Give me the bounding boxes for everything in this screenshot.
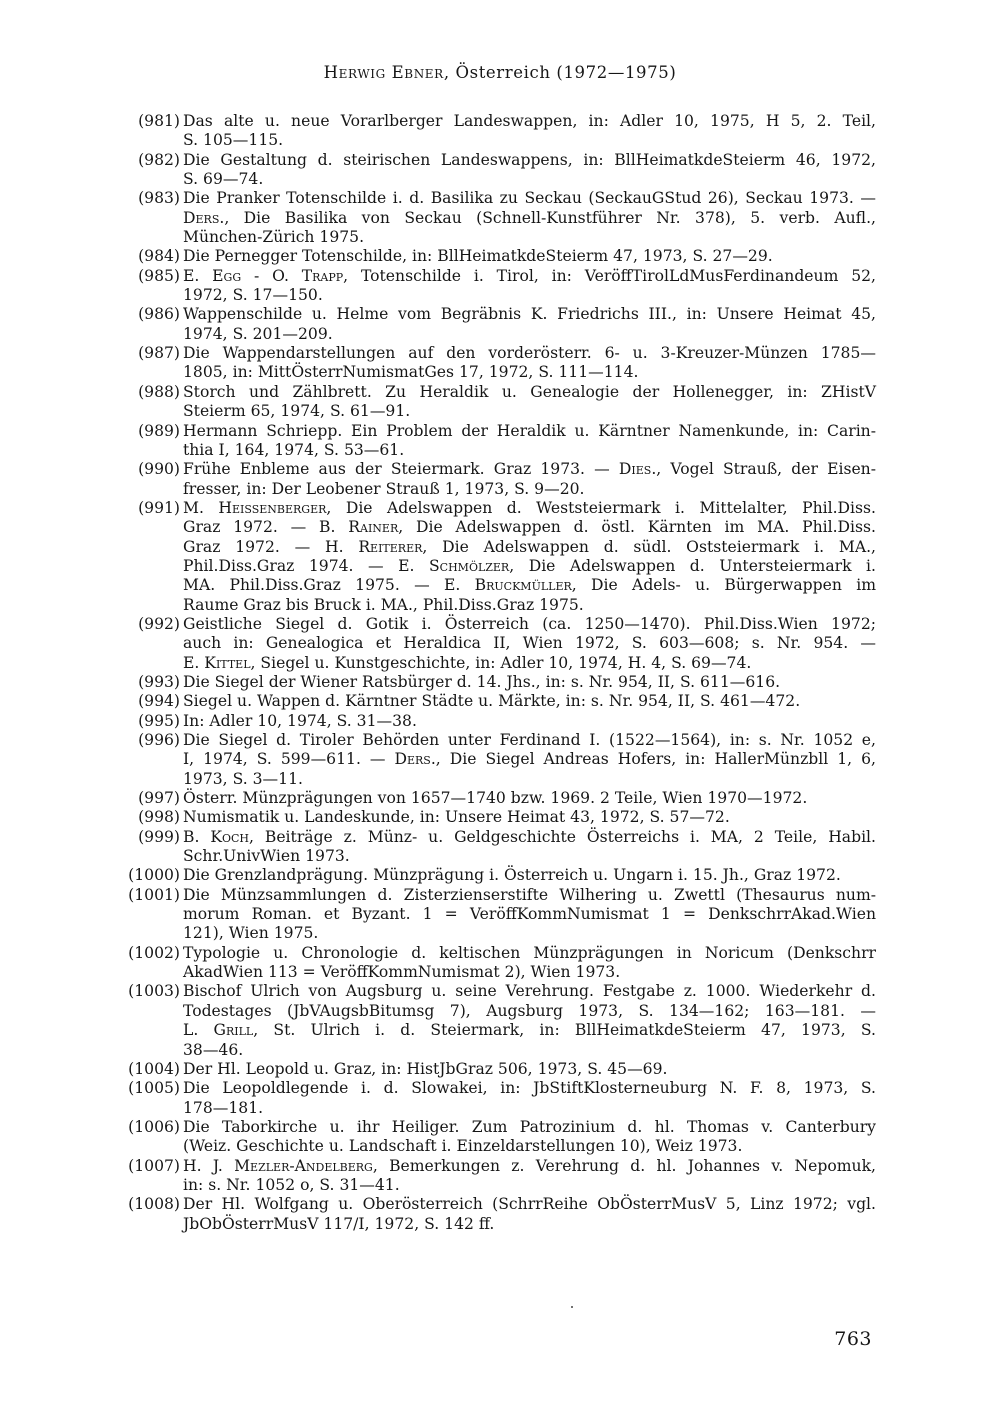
entry-number: (982) xyxy=(138,150,180,169)
bibliography-entry xyxy=(120,1195,876,1234)
author-name: Reiterer xyxy=(358,537,423,556)
entry-number: (984) xyxy=(138,247,180,266)
entry-text-segment: morum Roman. et Byzant. 1 = VeröffKommNumismat 1 = DenkschrrAkad.Wien xyxy=(183,905,876,924)
entry-text xyxy=(183,189,876,247)
author-name: Egg xyxy=(212,266,242,285)
author-name: Schmölzer xyxy=(428,556,510,575)
entry-text-segment: Steierm 65, 1974, S. 61—91. xyxy=(183,402,411,421)
entry-line xyxy=(183,344,876,363)
entry-text-segment: AkadWien 113 = VeröffKommNumismat 2), Wien 1973. xyxy=(183,963,621,982)
entry-number: (1008) xyxy=(128,1195,180,1214)
entry-line xyxy=(183,808,876,827)
entry-line xyxy=(183,131,876,150)
entry-text-segment: , Die Basilika von Seckau (Schnell-Kunstführer Nr. 378), 5. verb. Aufl., xyxy=(224,208,876,227)
entry-text xyxy=(183,712,876,731)
entry-number: (999) xyxy=(138,827,180,846)
entry-line xyxy=(183,286,876,305)
bibliography-entry xyxy=(120,1157,876,1196)
entry-text-segment: auch in: Genealogica et Heraldica II, Wien 1972, S. 603—608; s. Nr. 954. — xyxy=(183,634,876,653)
entry-line xyxy=(183,518,876,537)
entry-text-segment: , Die Adelswappen d. östl. Kärnten im MA. Phil.Diss. xyxy=(398,518,877,537)
bibliography-entry xyxy=(120,499,876,615)
entry-line xyxy=(183,1118,876,1137)
entry-number: (1002) xyxy=(128,943,180,962)
header-title: , Österreich (1972—1975) xyxy=(443,63,677,82)
entry-number: (996) xyxy=(138,731,180,749)
entry-text-segment: 178—181. xyxy=(183,1098,264,1117)
entry-line xyxy=(183,1176,876,1195)
entry-text xyxy=(183,692,876,711)
entry-text-segment: Wappenschilde u. Helme vom Begräbnis K. Friedrichs III., in: Unsere Heimat 45, xyxy=(183,305,876,324)
bibliography-entry xyxy=(120,673,876,692)
entry-line xyxy=(183,886,876,905)
entry-text xyxy=(183,886,876,944)
entry-text-segment: Die Gestaltung d. steirischen Landeswappens, in: BllHeimatkdeSteierm 46, 1972, xyxy=(183,150,876,169)
entry-line xyxy=(183,770,876,789)
bibliography-entry xyxy=(120,247,876,266)
entry-text-segment: 1972, S. 17—150. xyxy=(183,286,323,305)
entry-number: (1007) xyxy=(128,1156,180,1175)
entry-line xyxy=(183,866,876,885)
entry-number: (981) xyxy=(138,112,180,130)
entry-text-segment: Der Hl. Leopold u. Graz, in: HistJbGraz 506, 1973, S. 45—69. xyxy=(183,1059,668,1078)
entry-number: (986) xyxy=(138,305,180,324)
entry-text-segment: 1805, in: MittÖsterrNumismatGes 17, 1972, S. 111—114. xyxy=(183,363,639,382)
entry-text-segment: I, 1974, S. 599—611. — xyxy=(183,750,395,769)
author-name: Heissenberger xyxy=(218,498,327,517)
entry-text xyxy=(183,982,876,1059)
entry-text xyxy=(183,460,876,499)
entry-text-segment: fresser, in: Der Leobener Strauß 1, 1973, S. 9—20. xyxy=(183,479,585,498)
author-name: Kittel xyxy=(204,653,251,672)
entry-text-segment: 1973, S. 3—11. xyxy=(183,769,303,788)
entry-line xyxy=(183,422,876,441)
entry-line xyxy=(183,847,876,866)
entry-line xyxy=(183,363,876,382)
bibliography-entry xyxy=(120,866,876,885)
entry-number: (1003) xyxy=(128,982,180,1001)
bibliography-entry xyxy=(120,944,876,983)
entry-number: (992) xyxy=(138,614,180,633)
entry-line xyxy=(183,634,876,653)
entry-number: (988) xyxy=(138,382,180,401)
bibliography-entry xyxy=(120,615,876,673)
entry-text-segment: , Die Adels- u. Bürgerwappen im xyxy=(571,576,876,595)
entry-text-segment: S. 105—115. xyxy=(183,131,284,150)
entry-text xyxy=(183,1079,876,1118)
entry-text-segment: , Die Adelswappen d. südl. Oststeiermark i. MA., xyxy=(422,537,877,556)
entry-line xyxy=(183,402,876,421)
entry-line xyxy=(183,1195,876,1214)
entry-line xyxy=(183,267,876,286)
entry-text-segment: H. J. xyxy=(183,1156,235,1175)
entry-number: (994) xyxy=(138,692,180,711)
entry-line xyxy=(183,963,876,982)
stray-mark xyxy=(571,1306,573,1308)
entry-line xyxy=(183,828,876,847)
entry-text xyxy=(183,808,876,827)
bibliography-entry xyxy=(120,731,876,789)
entry-text xyxy=(183,112,876,151)
entry-text-segment: , Die Siegel Andreas Hofers, in: HallerMünzbll 1, 6, xyxy=(435,750,876,769)
entry-text-segment: in: s. Nr. 1052 o, S. 31—41. xyxy=(183,1175,400,1194)
entry-line xyxy=(183,1041,876,1060)
author-name: Ders. xyxy=(394,750,436,769)
entry-line xyxy=(183,692,876,711)
bibliography-entry xyxy=(120,383,876,422)
entry-text-segment: Die Leopoldlegende i. d. Slowakei, in: JbStiftKlosterneuburg N. F. 8, 1973, S. xyxy=(183,1079,876,1098)
entry-line xyxy=(183,557,876,576)
entry-text-segment: 121), Wien 1975. xyxy=(183,924,319,943)
entry-line xyxy=(183,170,876,189)
entry-line xyxy=(183,247,876,266)
author-name: Trapp xyxy=(301,266,344,285)
entry-text-segment: Storch und Zählbrett. Zu Heraldik u. Genealogie der Hollenegger, in: ZHistV xyxy=(183,382,876,401)
entry-text-segment: , Totenschilde i. Tirol, in: VeröffTirolLdMusFerdinandeum 52, xyxy=(343,266,876,285)
entry-line xyxy=(183,731,876,750)
entry-text-segment: In: Adler 10, 1974, S. 31—38. xyxy=(183,711,417,730)
entry-text-segment: Die Grenzlandprägung. Münzprägung i. Österreich u. Ungarn i. 15. Jh., Graz 1972. xyxy=(183,866,841,885)
author-name: Rainer xyxy=(348,518,399,537)
entry-text-segment: München-Zürich 1975. xyxy=(183,228,365,247)
page-number: 763 xyxy=(834,1328,872,1350)
entry-number: (991) xyxy=(138,498,180,517)
entry-text xyxy=(183,267,876,306)
entry-text-segment: Todestages (JbVAugsbBitumsg 7), Augsburg 1973, S. 134—162; 163—181. — xyxy=(183,1001,876,1020)
entry-text-segment: 1974, S. 201—209. xyxy=(183,324,333,343)
entry-number: (985) xyxy=(138,266,180,285)
entry-text xyxy=(183,151,876,190)
entry-number: (1004) xyxy=(128,1059,180,1078)
entry-text xyxy=(183,1118,876,1157)
entry-line xyxy=(183,789,876,808)
entry-line xyxy=(183,305,876,324)
bibliography-entry xyxy=(120,422,876,461)
entry-number: (987) xyxy=(138,344,180,363)
entry-text-segment: Raume Graz bis Bruck i. MA., Phil.Diss.Graz 1975. xyxy=(183,595,584,614)
author-name: Ders. xyxy=(183,208,225,227)
bibliography-entry xyxy=(120,982,876,1059)
entry-text-segment: M. xyxy=(183,498,219,517)
author-name: Mezler-Andelberg xyxy=(234,1156,373,1175)
entry-text xyxy=(183,247,876,266)
entry-text-segment: Die Taborkirche u. ihr Heiliger. Zum Patrozinium d. hl. Thomas v. Canterbury xyxy=(183,1117,876,1136)
entry-line xyxy=(183,460,876,479)
entry-text-segment: L. xyxy=(183,1021,214,1040)
entry-line xyxy=(183,538,876,557)
entry-text-segment: Siegel u. Wappen d. Kärntner Städte u. Märkte, in: s. Nr. 954, II, S. 461—472. xyxy=(183,692,801,711)
entry-text-segment: , Die Adelswappen d. Weststeiermark i. Mittelalter, Phil.Diss. xyxy=(326,498,876,517)
bibliography-entry xyxy=(120,692,876,711)
bibliography-entry xyxy=(120,344,876,383)
entry-text-segment: Graz 1972. — H. xyxy=(183,537,359,556)
entry-line xyxy=(183,615,876,634)
entry-text-segment: 38—46. xyxy=(183,1040,244,1059)
entry-line xyxy=(183,112,876,131)
entry-text-segment: Hermann Schriepp. Ein Problem der Heraldik u. Kärntner Namenkunde, in: Carin- xyxy=(183,421,876,440)
bibliography-entry xyxy=(120,808,876,827)
entry-text xyxy=(183,422,876,461)
bibliography-entry xyxy=(120,789,876,808)
header-author-last: Ebner xyxy=(391,63,444,82)
entry-text-segment: S. 69—74. xyxy=(183,170,264,189)
entry-text-segment: , Bemerkungen z. Verehrung d. hl. Johannes v. Nepomuk, xyxy=(372,1156,876,1175)
bibliography-entry xyxy=(120,267,876,306)
entry-text-segment: Die Münzsammlungen d. Zisterzienserstifte Wilhering u. Zwettl (Thesaurus num- xyxy=(183,885,876,904)
entry-text-segment: , St. Ulrich i. d. Steiermark, in: BllHeimatkdeSteierm 47, 1973, S. xyxy=(253,1021,876,1040)
entry-line xyxy=(183,1060,876,1079)
bibliography-entry xyxy=(120,305,876,344)
bibliography-entry xyxy=(120,151,876,190)
entry-text xyxy=(183,866,876,885)
entry-number: (993) xyxy=(138,672,180,691)
entry-text-segment: Phil.Diss.Graz 1974. — E. xyxy=(183,556,429,575)
entry-text-segment: Das alte u. neue Vorarlberger Landeswappen, in: Adler 10, 1975, H 5, 2. Teil, xyxy=(183,112,876,130)
entry-number: (1005) xyxy=(128,1079,180,1098)
entry-line xyxy=(183,1002,876,1021)
entry-number: (1006) xyxy=(128,1117,180,1136)
bibliography-entry xyxy=(120,1079,876,1118)
bibliography-entry xyxy=(120,1060,876,1079)
bibliography-entry xyxy=(120,1118,876,1157)
entry-line xyxy=(183,441,876,460)
entry-line xyxy=(183,1215,876,1234)
running-header xyxy=(0,63,1000,82)
entry-line xyxy=(183,596,876,615)
entry-text-segment: Der Hl. Wolfgang u. Oberösterreich (SchrrReihe ObÖsterrMusV 5, Linz 1972; vgl. xyxy=(183,1195,876,1214)
bibliography-entry xyxy=(120,460,876,499)
bibliography-entry xyxy=(120,886,876,944)
entry-line xyxy=(183,944,876,963)
entry-line xyxy=(183,712,876,731)
entry-text-segment: Graz 1972. — B. xyxy=(183,518,349,537)
entry-number: (1001) xyxy=(128,885,180,904)
entry-text-segment: Frühe Enbleme aus der Steiermark. Graz 1973. — xyxy=(183,460,619,479)
entry-text-segment: Die Pernegger Totenschilde, in: BllHeimatkdeSteierm 47, 1973, S. 27—29. xyxy=(183,247,773,266)
entry-line xyxy=(183,151,876,170)
bibliography-entry xyxy=(120,189,876,247)
entry-line xyxy=(183,209,876,228)
entry-text-segment: B. xyxy=(183,827,211,846)
entry-number: (989) xyxy=(138,421,180,440)
author-name: Bruckmüller xyxy=(474,576,572,595)
entry-text-segment: E. xyxy=(183,266,213,285)
entry-text xyxy=(183,789,876,808)
entry-text-segment: - O. xyxy=(241,266,302,285)
entry-text xyxy=(183,1195,876,1234)
entry-text xyxy=(183,499,876,615)
entry-text-segment: , Siegel u. Kunstgeschichte, in: Adler 10, 1974, H. 4, S. 69—74. xyxy=(250,653,752,672)
author-name: Dies. xyxy=(618,460,657,479)
entry-line xyxy=(183,982,876,1001)
entry-number: (983) xyxy=(138,189,180,208)
header-author-first: Herwig xyxy=(323,63,386,82)
entry-line xyxy=(183,1137,876,1156)
entry-text-segment: Österr. Münzprägungen von 1657—1740 bzw. 1969. 2 Teile, Wien 1970—1972. xyxy=(183,789,808,808)
entry-text xyxy=(183,344,876,383)
entry-line xyxy=(183,499,876,518)
entry-text-segment: Die Wappendarstellungen auf den vorderösterr. 6- u. 3-Kreuzer-Münzen 1785— xyxy=(183,344,876,363)
entry-line xyxy=(183,1021,876,1040)
entry-line xyxy=(183,228,876,247)
entry-text xyxy=(183,305,876,344)
entry-number: (990) xyxy=(138,460,180,479)
entry-line xyxy=(183,189,876,208)
entry-number: (997) xyxy=(138,789,180,808)
entry-text-segment: Geistliche Siegel d. Gotik i. Österreich (ca. 1250—1470). Phil.Diss.Wien 1972; xyxy=(183,614,876,633)
entry-number: (998) xyxy=(138,808,180,827)
bibliography-list xyxy=(120,112,876,1234)
entry-line xyxy=(183,673,876,692)
entry-number: (995) xyxy=(138,711,180,730)
entry-text-segment: MA. Phil.Diss.Graz 1975. — E. xyxy=(183,576,475,595)
entry-line xyxy=(183,480,876,499)
entry-line xyxy=(183,325,876,344)
entry-text-segment: Numismatik u. Landeskunde, in: Unsere Heimat 43, 1972, S. 57—72. xyxy=(183,808,730,827)
bibliography-entry xyxy=(120,712,876,731)
entry-text-segment: thia I, 164, 1974, S. 53—61. xyxy=(183,440,405,459)
entry-text-segment: Die Siegel d. Tiroler Behörden unter Ferdinand I. (1522—1564), in: s. Nr. 1052 e, xyxy=(183,731,876,749)
entry-text xyxy=(183,615,876,673)
entry-text-segment: Schr.UnivWien 1973. xyxy=(183,847,350,866)
entry-text xyxy=(183,731,876,789)
entry-text xyxy=(183,1060,876,1079)
author-name: Koch xyxy=(210,827,250,846)
entry-text-segment: (Weiz. Geschichte u. Landschaft i. Einzeldarstellungen 10), Weiz 1973. xyxy=(183,1137,743,1156)
entry-text-segment: Die Siegel der Wiener Ratsbürger d. 14. Jhs., in: s. Nr. 954, II, S. 611—616. xyxy=(183,672,781,691)
entry-text-segment: E. xyxy=(183,653,205,672)
entry-text-segment: JbObÖsterrMusV 117/I, 1972, S. 142 ff. xyxy=(183,1214,495,1233)
entry-text-segment: , Beiträge z. Münz- u. Geldgeschichte Österreichs i. MA, 2 Teile, Habil. xyxy=(249,827,877,846)
entry-text xyxy=(183,944,876,983)
entry-text-segment: , Vogel Strauß, der Eisen- xyxy=(656,460,876,479)
entry-line xyxy=(183,1079,876,1098)
author-name: Grill xyxy=(213,1021,254,1040)
bibliography-entry xyxy=(120,112,876,151)
entry-text xyxy=(183,1157,876,1196)
entry-text xyxy=(183,828,876,867)
entry-text-segment: Bischof Ulrich von Augsburg u. seine Verehrung. Festgabe z. 1000. Wiederkehr d. xyxy=(183,982,876,1001)
entry-line xyxy=(183,750,876,769)
bibliography-entry xyxy=(120,828,876,867)
entry-line xyxy=(183,1157,876,1176)
entry-text xyxy=(183,383,876,422)
entry-text-segment: Die Pranker Totenschilde i. d. Basilika zu Seckau (SeckauGStud 26), Seckau 1973. — xyxy=(183,189,876,208)
entry-line xyxy=(183,654,876,673)
entry-line xyxy=(183,383,876,402)
entry-text-segment: , Die Adelswappen d. Untersteiermark i. xyxy=(509,556,876,575)
entry-text-segment: Typologie u. Chronologie d. keltischen Münzprägungen in Noricum (Denkschrr xyxy=(183,943,876,962)
entry-line xyxy=(183,576,876,595)
entry-line xyxy=(183,924,876,943)
entry-number: (1000) xyxy=(128,866,180,885)
entry-text xyxy=(183,673,876,692)
entry-line xyxy=(183,905,876,924)
entry-line xyxy=(183,1099,876,1118)
